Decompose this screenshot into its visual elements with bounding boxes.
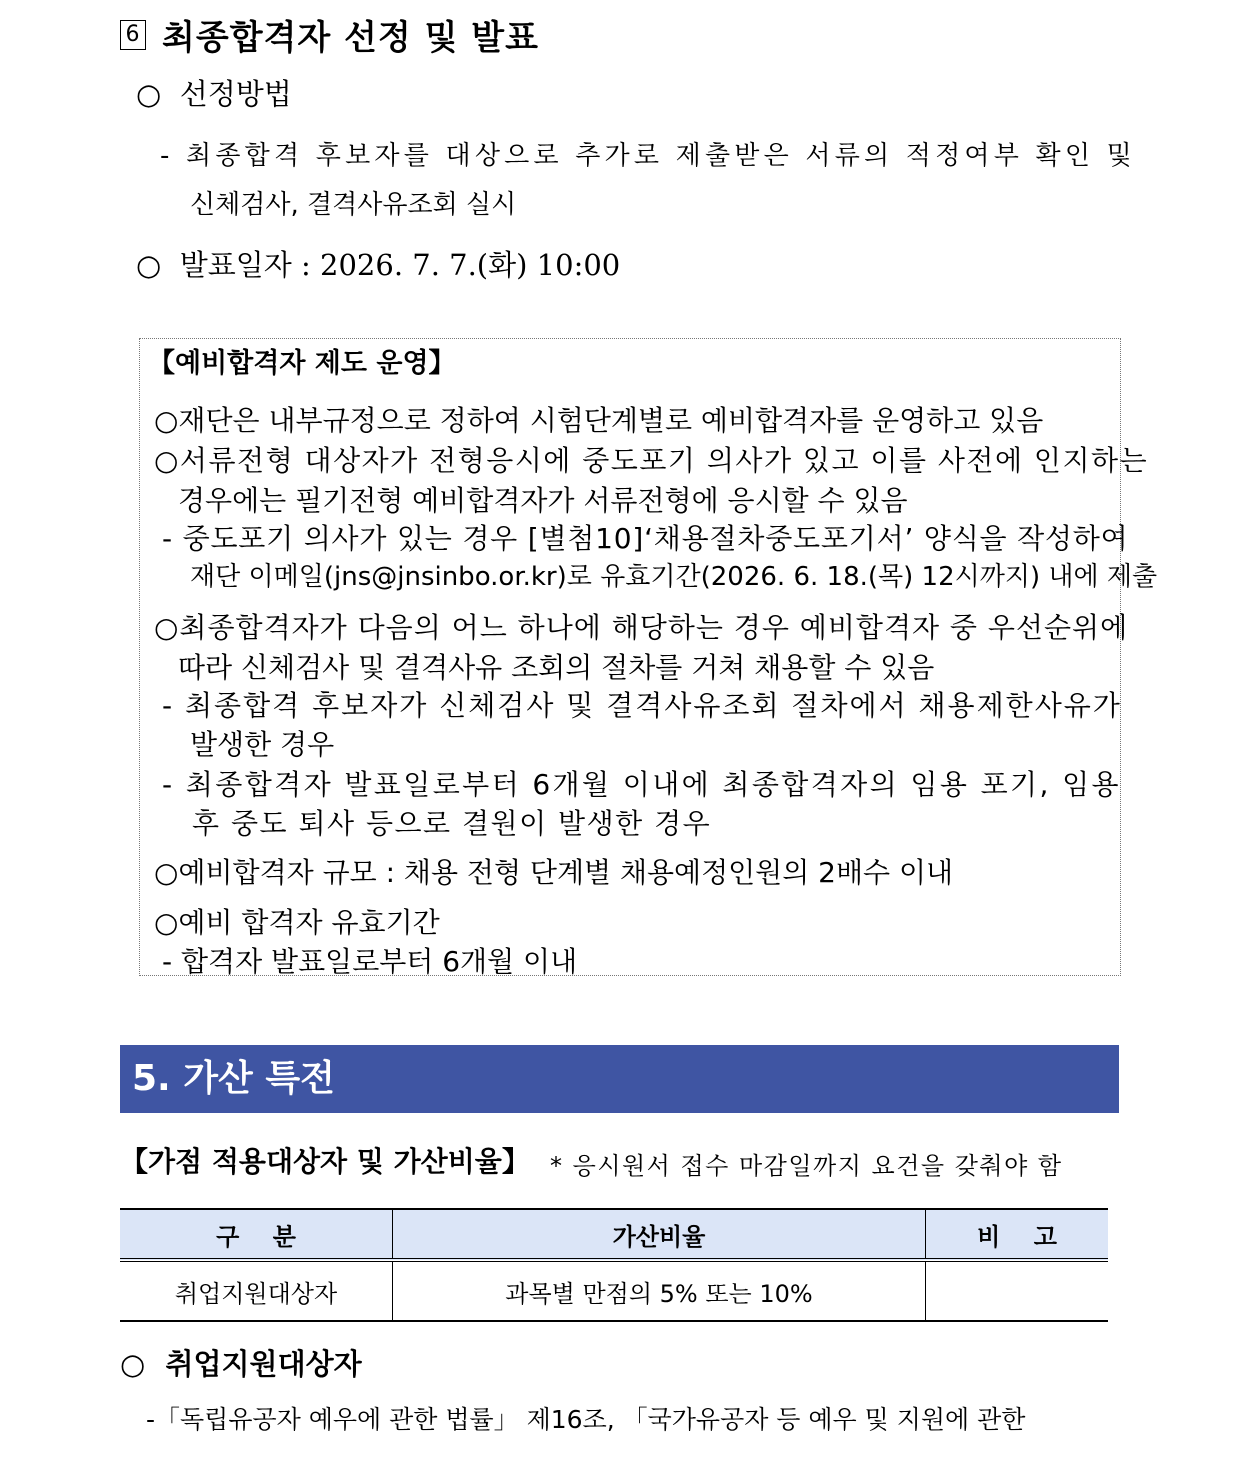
method-heading-row [136,72,292,113]
target-heading: 취업지원대상자 [165,1347,362,1381]
reserve-line: ○예비 합격자 유효기간 [154,906,440,939]
announce-row [136,243,620,284]
reserve-candidate-box [139,338,1158,978]
method-text-1: - 최종합격 후보자를 대상으로 추가로 제출받은 서류의 적정여부 확인 및 [160,141,1136,171]
reserve-line: - 합격자 발표일로부터 6개월 이내 [162,945,578,978]
col-header-category: 구 분 [120,1209,393,1260]
circle-bullet-icon: ○ [120,1347,146,1381]
reserve-line: ○재단은 내부규정으로 정하여 시험단계별로 예비합격자를 운영하고 있음 [154,404,1044,437]
cell-category: 취업지원대상자 [120,1260,393,1321]
reserve-line: ○예비합격자 규모 : 채용 전형 단계별 채용예정인원의 2배수 이내 [154,856,954,889]
announce-date: 발표일자 : 2026. 7. 7.(화) 10:00 [179,248,621,282]
cell-rate: 과목별 만점의 5% 또는 10% [393,1260,926,1321]
reserve-line: ○서류전형 대상자가 전형응시에 중도포기 의사가 있고 이를 사전에 인지하는 [154,444,1149,477]
section-banner [120,1045,1119,1113]
reserve-box-title: 【예비합격자 제도 운영】 [148,348,456,379]
bonus-note: * 응시원서 접수 마감일까지 요건을 갖춰야 함 [550,1152,1063,1180]
reserve-line: 후 중도 퇴사 등으로 결원이 발생한 경우 [192,807,712,840]
section-title: 최종합격자 선정 및 발표 [162,18,539,58]
col-header-remark: 비 고 [926,1209,1109,1260]
method-line-2: 신체검사, 결격사유조회 실시 [190,190,517,220]
circle-bullet-icon: ○ [136,77,162,111]
method-line-1 [160,135,1136,172]
col-header-rate: 가산비율 [393,1209,926,1260]
table-header-row [120,1209,1108,1260]
method-heading: 선정방법 [179,77,292,111]
section-heading [120,10,539,59]
reserve-line: - 최종합격자 발표일로부터 6개월 이내에 최종합격자의 임용 포기, 임용 [162,768,1121,801]
reserve-line: - 최종합격 후보자가 신체검사 및 결격사유조회 절차에서 채용제한사유가 [162,689,1122,722]
law-line: -「독립유공자 예우에 관한 법률」 제16조, 「국가유공자 등 예우 및 지원에 관한 [146,1405,1026,1434]
banner-title: 5. 가산 특전 [132,1058,335,1099]
bonus-subtitle: 【가점 적용대상자 및 가산비율】 [120,1145,530,1178]
cell-remark [926,1260,1109,1321]
reserve-line: 따라 신체검사 및 결격사유 조회의 절차를 거쳐 채용할 수 있음 [178,651,935,684]
reserve-line: 경우에는 필기전형 예비합격자가 서류전형에 응시할 수 있음 [178,484,908,517]
target-heading-row [120,1342,362,1383]
section-number: 6 [120,20,146,50]
table-row [120,1260,1108,1321]
circle-bullet-icon: ○ [136,248,162,282]
reserve-line: 재단 이메일(jns@jnsinbo.or.kr)로 유효기간(2026. 6. 18.(목) 12시까지) 내에 제출 [190,562,1158,592]
reserve-line: ○최종합격자가 다음의 어느 하나에 해당하는 경우 예비합격자 중 우선순위에 [154,611,1129,644]
reserve-line: - 중도포기 의사가 있는 경우 [별첨10]‘채용절차중도포기서’ 양식을 작성하여 [162,522,1129,555]
reserve-line: 발생한 경우 [190,728,335,761]
bonus-table [120,1208,1108,1322]
